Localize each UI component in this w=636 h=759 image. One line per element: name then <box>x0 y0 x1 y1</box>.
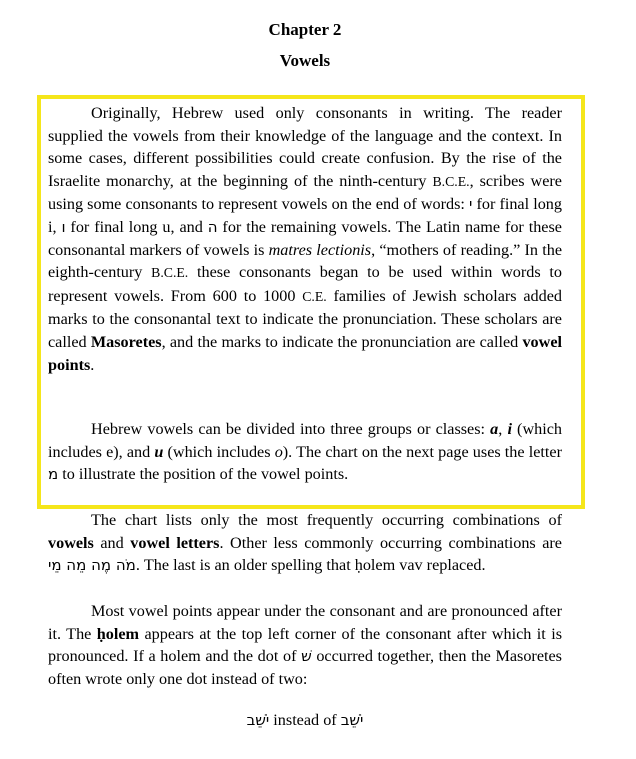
hebrew-example-b: יֹשֵׁב <box>340 711 364 729</box>
paragraph-holem: Most vowel points appear under the consonant and are pronounced after it. The ḥolem appears at the top left corner of the consonant after which it is pronounced. If a holem and the dot of שׁ occurred together, then the Masoretes often wrote only one dot instead of two: <box>48 602 562 688</box>
hebrew-example-a: יֹשֵׁב <box>246 711 270 729</box>
paragraph-origins: Originally, Hebrew used only consonants in writing. The reader supplied the vowels from their knowledge of the language and the context. In some cases, different possibilities could create confusion. By the rise of the Israelite monarchy, at the beginning of the ninth-century B.C.E., scribes were using some consonants to represent vowels on the end of words: י for final long i, ו for final long u, and ה for the remaining vowels. The Latin name for these consonantal markers of vowels is matres lectionis, “mothers of reading.” In the eighth-century B.C.E. these consonants began to be used within words to represent vowels. From 600 to 1000 C.E. families of Jewish scholars added marks to the consonantal text to indicate the pronunciation. These scholars are called Masoretes, and the marks to indicate the pronunciation are called vowel points. <box>48 104 563 374</box>
hebrew-vav: ו <box>61 217 66 236</box>
hebrew-mem: מ <box>48 465 59 484</box>
hebrew-yod: י <box>469 195 473 214</box>
hebrew-combinations: מֹה מֶה מֵה מֵי <box>48 556 136 575</box>
term-masoretes: Masoretes <box>90 332 162 351</box>
chapter-number: Chapter 2 <box>268 20 342 39</box>
term-holem: ḥolem <box>96 624 140 643</box>
chapter-title: Vowels <box>279 51 331 70</box>
paragraph-chart: The chart lists only the most frequently occurring combinations of vowels and vowel letters. Other less commonly occurring combinations are מֹה מֶה מֵה מֵי. The last is an older spelling that ḥolem vav replaced. <box>48 511 562 575</box>
holem-example: יֹשֵׁב instead of יֹשֵׁב <box>246 711 364 729</box>
term-vowel-points: vowel points <box>48 332 562 374</box>
paragraph-classes: Hebrew vowels can be divided into three groups or classes: a, i (which includes e), and u (which includes o). The chart on the next page uses the letter מ to illustrate the position of the vowel points. <box>48 420 563 484</box>
hebrew-he: ה <box>207 217 218 236</box>
term-matres-lectionis: matres lectionis <box>268 240 372 259</box>
hebrew-shin: שׁ <box>301 647 312 666</box>
